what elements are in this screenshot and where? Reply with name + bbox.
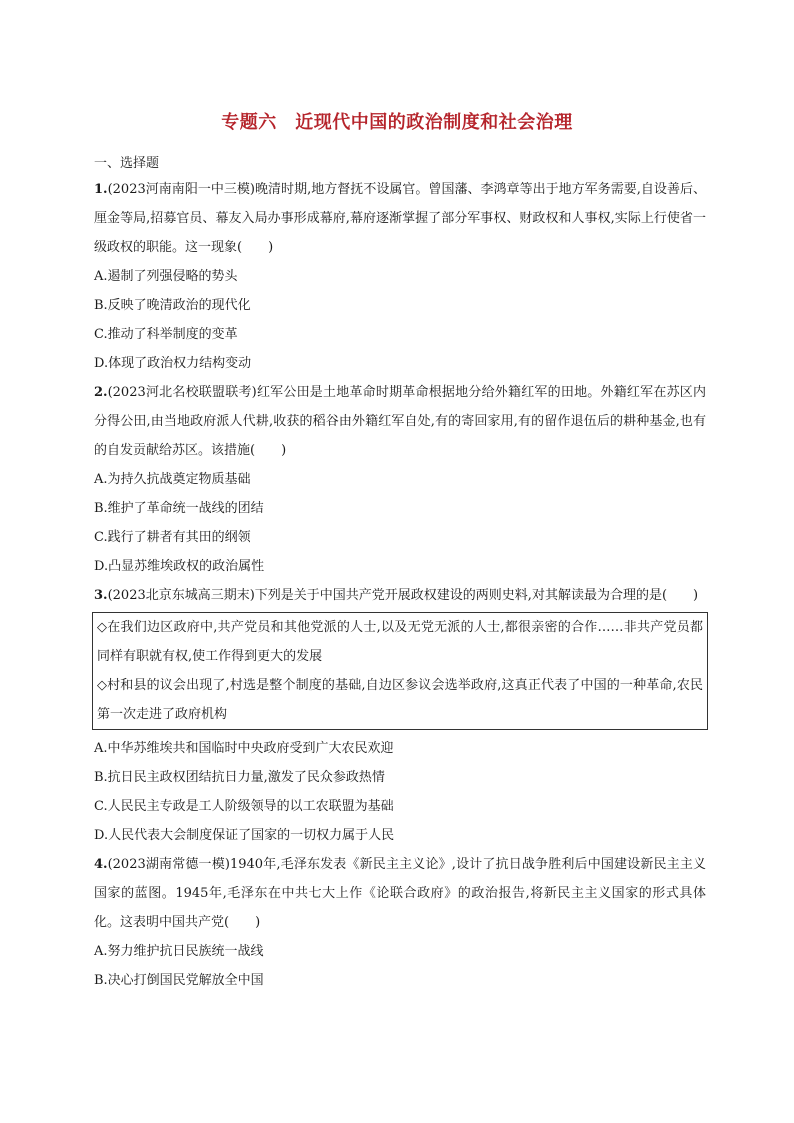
source-material-1: ◇在我们边区政府中,共产党员和其他党派的人士,以及无党无派的人士,都很亲密的合作……非共产党员都同样有职就有权,使工作得到更大的发展 [97, 620, 703, 664]
option-c: C.践行了耕者有其田的纲领 [94, 530, 251, 545]
option-b: B.抗日民主政权团结抗日力量,激发了民众参政热情 [94, 770, 385, 785]
question-number: 3. [94, 588, 108, 603]
question-list [94, 175, 706, 995]
option-c: C.推动了科举制度的变革 [94, 327, 238, 342]
page-title: 专题六 近现代中国的政治制度和社会治理 [221, 112, 573, 133]
question-stem [94, 850, 706, 937]
question-number: 4. [94, 857, 108, 872]
section-heading: 一、选择题 [94, 156, 160, 171]
option-a: A.为持久抗战奠定物质基础 [94, 472, 251, 487]
question-3 [94, 581, 706, 850]
option-b: B.决心打倒国民党解放全中国 [94, 973, 264, 988]
option-a: A.中华苏维埃共和国临时中央政府受到广大农民欢迎 [94, 741, 394, 756]
source-material-box [92, 612, 708, 730]
option-b: B.维护了革命统一战线的团结 [94, 501, 264, 516]
question-number: 2. [94, 385, 108, 400]
option-a: A.努力维护抗日民族统一战线 [94, 944, 264, 959]
option-a: A.遏制了列强侵略的势头 [94, 269, 238, 284]
option-d: D.体现了政治权力结构变动 [94, 356, 252, 371]
option-d: D.凸显苏维埃政权的政治属性 [94, 559, 265, 574]
question-2 [94, 378, 706, 581]
question-text: (2023湖南常德一模)1940年,毛泽东发表《新民主主义论》,设计了抗日战争胜利后中国建设新民主主义国家的蓝图。1945年,毛泽东在中共七大上作《论联合政府》的政治报告,将新民主主义国家的形式具体化。这表明中国共产党( ) [94, 857, 706, 930]
option-c: C.人民民主专政是工人阶级领导的以工农联盟为基础 [94, 799, 394, 814]
question-4 [94, 850, 706, 995]
question-text: (2023河北名校联盟联考)红军公田是土地革命时期革命根据地分给外籍红军的田地。外籍红军在苏区内分得公田,由当地政府派人代耕,收获的稻谷由外籍红军自处,有的寄回家用,有的留作退伍后的耕种基金,也有的自发贡献给苏区。该措施( ) [94, 385, 706, 458]
question-stem [94, 581, 706, 610]
question-text: (2023北京东城高三期末)下列是关于中国共产党开展政权建设的两则史料,对其解读最为合理的是( ) [107, 588, 699, 603]
option-b: B.反映了晚清政治的现代化 [94, 298, 251, 313]
question-stem [94, 175, 706, 262]
question-1 [94, 175, 706, 378]
option-d: D.人民代表大会制度保证了国家的一切权力属于人民 [94, 828, 395, 843]
source-material-2: ◇村和县的议会出现了,村选是整个制度的基础,自边区参议会选举政府,这真正代表了中国的一种革命,农民第一次走进了政府机构 [97, 678, 703, 722]
question-number: 1. [94, 182, 108, 197]
question-stem [94, 378, 706, 465]
question-text: (2023河南南阳一中三模)晚清时期,地方督抚不设属官。曾国藩、李鸿章等出于地方军务需要,自设善后、厘金等局,招募官员、幕友入局办事形成幕府,幕府逐渐掌握了部分军事权、财政权和人事权,实际上行使省一级政权的职能。这一现象( ) [94, 182, 706, 255]
